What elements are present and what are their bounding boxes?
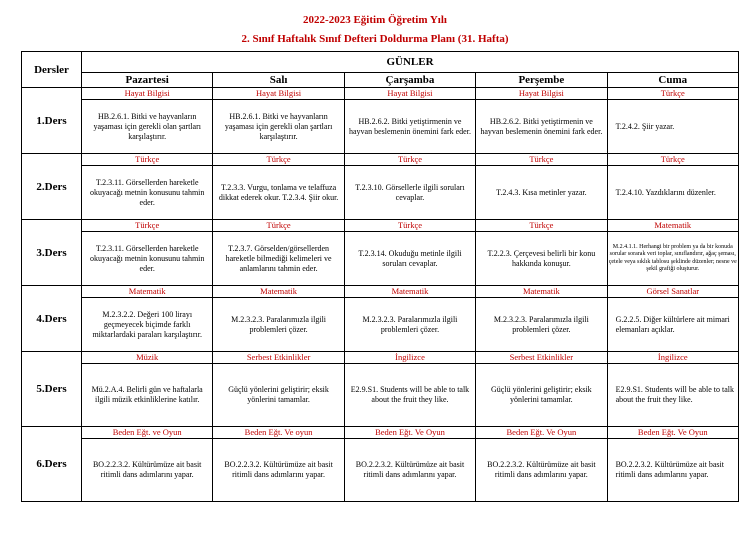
- objective-text: T.2.4.10. Yazdıklarını düzenler.: [615, 187, 716, 197]
- subject-label: Serbest Etkinlikler: [213, 352, 343, 364]
- subject-label: Türkçe: [476, 220, 606, 232]
- subject-label: Beden Eğt. Ve oyun: [213, 427, 343, 439]
- lesson-cell: [476, 154, 607, 220]
- lesson-row: [22, 154, 739, 220]
- lesson-cell: [344, 220, 475, 286]
- lesson-cell: [476, 286, 607, 352]
- objective-text: M.2.3.2.3. Paralarımızla ilgili problemleri çözer.: [362, 314, 458, 334]
- objective-text: T.2.4.2. Şiir yazar.: [615, 121, 675, 131]
- subject-label: Matematik: [345, 286, 475, 298]
- objective-text: BO.2.2.3.2. Kültürümüze ait basit ritimli dans adımlarını yapar.: [615, 460, 724, 479]
- lesson-cell: [476, 88, 607, 154]
- lesson-cell: [213, 154, 344, 220]
- objective-text: T.2.3.3. Vurgu, tonlama ve telaffuza dikkat ederek okur. T.2.3.4. Şiir okur.: [218, 182, 339, 202]
- subject-label: Beden Eğt. Ve Oyun: [476, 427, 606, 439]
- objective-text: T.2.2.3. Çerçevesi belirli bir konu hakkında konuşur.: [487, 248, 596, 268]
- lesson-row: [22, 220, 739, 286]
- lesson-cell: [476, 427, 607, 502]
- objective-text: M.2.3.2.3. Paralarımızla ilgili problemleri çözer.: [493, 314, 589, 334]
- objective-text: HB.2.6.1. Bitki ve hayvanların yaşaması için gerekli olan şartları karşılaştırır.: [93, 111, 201, 141]
- objective-text: BO.2.2.3.2. Kültürümüze ait basit ritimli dans adımlarını yapar.: [92, 460, 202, 479]
- lesson-cell: [607, 154, 738, 220]
- day-header-cuma: Cuma: [607, 73, 738, 88]
- subject-label: Hayat Bilgisi: [476, 88, 606, 100]
- lesson-cell: [82, 352, 213, 427]
- lesson-cell: [344, 154, 475, 220]
- lesson-row: [22, 286, 739, 352]
- lesson-cell: [82, 220, 213, 286]
- lesson-label: 5.Ders: [22, 352, 82, 427]
- lesson-cell: [213, 427, 344, 502]
- objective-text: HB.2.6.2. Bitki yetiştirmenin ve hayvan beslemenin önemini fark eder.: [480, 116, 603, 136]
- subject-label: Beden Eğt. Ve Oyun: [345, 427, 475, 439]
- document-subtitle: 2. Sınıf Haftalık Sınıf Defteri Doldurma Planı (31. Hafta): [241, 33, 509, 45]
- subject-label: Türkçe: [345, 154, 475, 166]
- objective-text: E2.9.S1. Students will be able to talk about the fruit they like.: [615, 385, 734, 404]
- lesson-cell: [82, 286, 213, 352]
- objective-text: T.2.3.7. Görselden/görsellerden hareketle bilmediği kelimeleri ve anlamlarını tahmin eder.: [225, 243, 332, 273]
- lesson-cell: [213, 88, 344, 154]
- subject-label: Türkçe: [476, 154, 606, 166]
- lesson-cell: [213, 220, 344, 286]
- subject-label: Beden Eğt. ve Oyun: [82, 427, 212, 439]
- subject-label: Türkçe: [82, 154, 212, 166]
- lesson-cell: [82, 427, 213, 502]
- subject-label: İngilizce: [608, 352, 738, 364]
- lesson-cell: [82, 154, 213, 220]
- objective-text: BO.2.2.3.2. Kültürümüze ait basit ritimli dans adımlarını yapar.: [487, 460, 596, 479]
- objective-text: G.2.2.5. Diğer kültürlere ait mimari elemanları açıklar.: [615, 314, 730, 334]
- weekly-plan-table: [21, 51, 739, 502]
- lesson-cell: [607, 286, 738, 352]
- lesson-cell: [607, 220, 738, 286]
- subject-label: Türkçe: [213, 220, 343, 232]
- objective-text: HB.2.6.2. Bitki yetiştirmenin ve hayvan beslemenin önemini fark eder.: [348, 116, 471, 136]
- subject-label: Serbest Etkinlikler: [476, 352, 606, 364]
- objective-text: M.2.4.1.1. Herhangi bir problem ya da bir konuda sorular sorarak veri toplar, sınıflandırır, ağaç şeması, çetele veya sıklık tablosu şeklinde düzenler; nesne ve şekil grafiği oluşturur.: [608, 243, 737, 272]
- objective-text: T.2.3.14. Okuduğu metinle ilgili soruları cevaplar.: [358, 248, 462, 268]
- subject-label: Türkçe: [213, 154, 343, 166]
- objective-text: HB.2.6.1. Bitki ve hayvanların yaşaması için gerekli olan şartları karşılaştırır.: [224, 111, 333, 141]
- day-header-pazartesi: Pazartesi: [82, 73, 213, 88]
- lesson-cell: [607, 427, 738, 502]
- subject-label: Hayat Bilgisi: [345, 88, 475, 100]
- lesson-cell: [476, 220, 607, 286]
- objective-text: M.2.3.2.3. Paralarımızla ilgili problemleri çözer.: [231, 314, 327, 334]
- plan-body: [22, 88, 739, 502]
- lesson-cell: [476, 352, 607, 427]
- objective-text: BO.2.2.3.2. Kültürümüze ait basit ritimli dans adımlarını yapar.: [224, 460, 333, 479]
- lesson-row: [22, 427, 739, 502]
- dersler-header: Dersler: [22, 52, 82, 88]
- lesson-row: [22, 88, 739, 154]
- day-header-sali: Salı: [213, 73, 344, 88]
- subject-label: Matematik: [476, 286, 606, 298]
- subject-label: Türkçe: [345, 220, 475, 232]
- objective-text: T.2.3.11. Görsellerden hareketle okuyacağı metnin konusunu tahmin eder.: [89, 243, 205, 273]
- subject-label: Hayat Bilgisi: [82, 88, 212, 100]
- subject-label: İngilizce: [345, 352, 475, 364]
- subject-label: Hayat Bilgisi: [213, 88, 343, 100]
- gunler-header: GÜNLER: [82, 52, 739, 73]
- lesson-cell: [344, 427, 475, 502]
- lesson-cell: [82, 88, 213, 154]
- objective-text: Güçlü yönlerini geliştirir; eksik yönlerini tamamlar.: [228, 385, 329, 404]
- subject-label: Görsel Sanatlar: [608, 286, 738, 298]
- day-header-carsamba: Çarşamba: [344, 73, 475, 88]
- lesson-label: 3.Ders: [22, 220, 82, 286]
- objective-text: E2.9.S1. Students will be able to talk about the fruit they like.: [350, 385, 470, 404]
- lesson-row: [22, 352, 739, 427]
- subject-label: Türkçe: [608, 154, 738, 166]
- objective-text: T.2.4.3. Kısa metinler yazar.: [496, 187, 587, 197]
- subject-label: Matematik: [608, 220, 738, 232]
- objective-text: Güçlü yönlerini geliştirir; eksik yönlerini tamamlar.: [491, 385, 592, 404]
- subject-label: Matematik: [213, 286, 343, 298]
- lesson-label: 4.Ders: [22, 286, 82, 352]
- subject-label: Türkçe: [82, 220, 212, 232]
- lesson-cell: [344, 352, 475, 427]
- lesson-cell: [213, 352, 344, 427]
- lesson-cell: [607, 88, 738, 154]
- subject-label: Türkçe: [608, 88, 738, 100]
- subject-label: Matematik: [82, 286, 212, 298]
- lesson-label: 6.Ders: [22, 427, 82, 502]
- lesson-cell: [344, 286, 475, 352]
- lesson-label: 2.Ders: [22, 154, 82, 220]
- subject-label: Beden Eğt. Ve Oyun: [608, 427, 738, 439]
- day-header-persembe: Perşembe: [476, 73, 607, 88]
- objective-text: BO.2.2.3.2. Kültürümüze ait basit ritimli dans adımlarını yapar.: [355, 460, 465, 479]
- objective-text: Mü.2.A.4. Belirli gün ve haftalarla ilgili müzik etkinliklerine katılır.: [91, 385, 203, 404]
- lesson-label: 1.Ders: [22, 88, 82, 154]
- document-title: 2022-2023 Eğitim Öğretim Yılı: [303, 14, 447, 26]
- subject-label: Müzik: [82, 352, 212, 364]
- objective-text: T.2.3.11. Görsellerden hareketle okuyacağı metnin konusunu tahmin eder.: [89, 177, 205, 207]
- lesson-cell: [344, 88, 475, 154]
- objective-text: M.2.3.2.2. Değeri 100 lirayı geçmeyecek biçimde farklı miktarlardaki paraları karşılaştırır.: [92, 309, 202, 339]
- lesson-cell: [213, 286, 344, 352]
- objective-text: T.2.3.10. Görsellerle ilgili soruları cevaplar.: [355, 182, 465, 202]
- lesson-cell: [607, 352, 738, 427]
